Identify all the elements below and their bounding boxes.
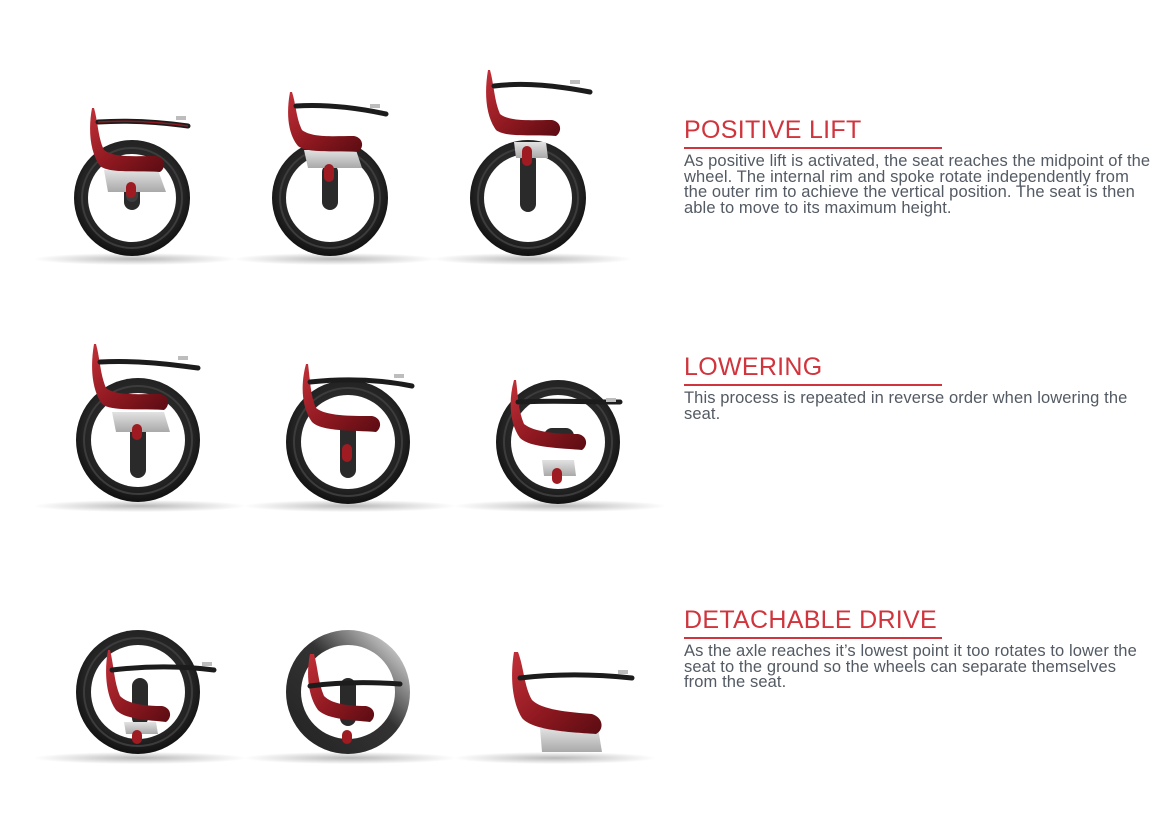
wheelchair-lower-stage-2 bbox=[284, 360, 418, 506]
section-body: As positive lift is activated, the seat reaches the midpoint of the wheel. The internal rim and spoke rotate independently from the outer rim to achieve the vertical position. The seat is then able to move to its maximum height. bbox=[684, 152, 1151, 217]
seat-detached bbox=[506, 648, 640, 760]
section-body: As the axle reaches it’s lowest point it too rotates to lower the seat to the ground so the wheels can separate themselves from the seat. bbox=[684, 642, 1137, 692]
section-body: This process is repeated in reverse order when lowering the seat. bbox=[684, 389, 1128, 423]
section-title: DETACHABLE DRIVE bbox=[684, 606, 942, 639]
wheelchair-lower-stage-1 bbox=[72, 340, 206, 506]
wheelchair-lift-stage-2 bbox=[268, 88, 398, 260]
section-title: LOWERING bbox=[684, 353, 942, 386]
section-detachable-drive bbox=[684, 606, 1154, 691]
wheelchair-detach-stage-2 bbox=[282, 626, 416, 760]
wheelchair-lower-stage-3 bbox=[492, 372, 626, 508]
section-positive-lift bbox=[684, 116, 1154, 216]
section-title: POSITIVE LIFT bbox=[684, 116, 942, 149]
wheelchair-lift-stage-3 bbox=[466, 66, 596, 260]
wheelchair-lift-stage-1 bbox=[70, 100, 200, 260]
section-lowering bbox=[684, 353, 1154, 422]
wheelchair-detach-stage-1 bbox=[74, 626, 220, 760]
